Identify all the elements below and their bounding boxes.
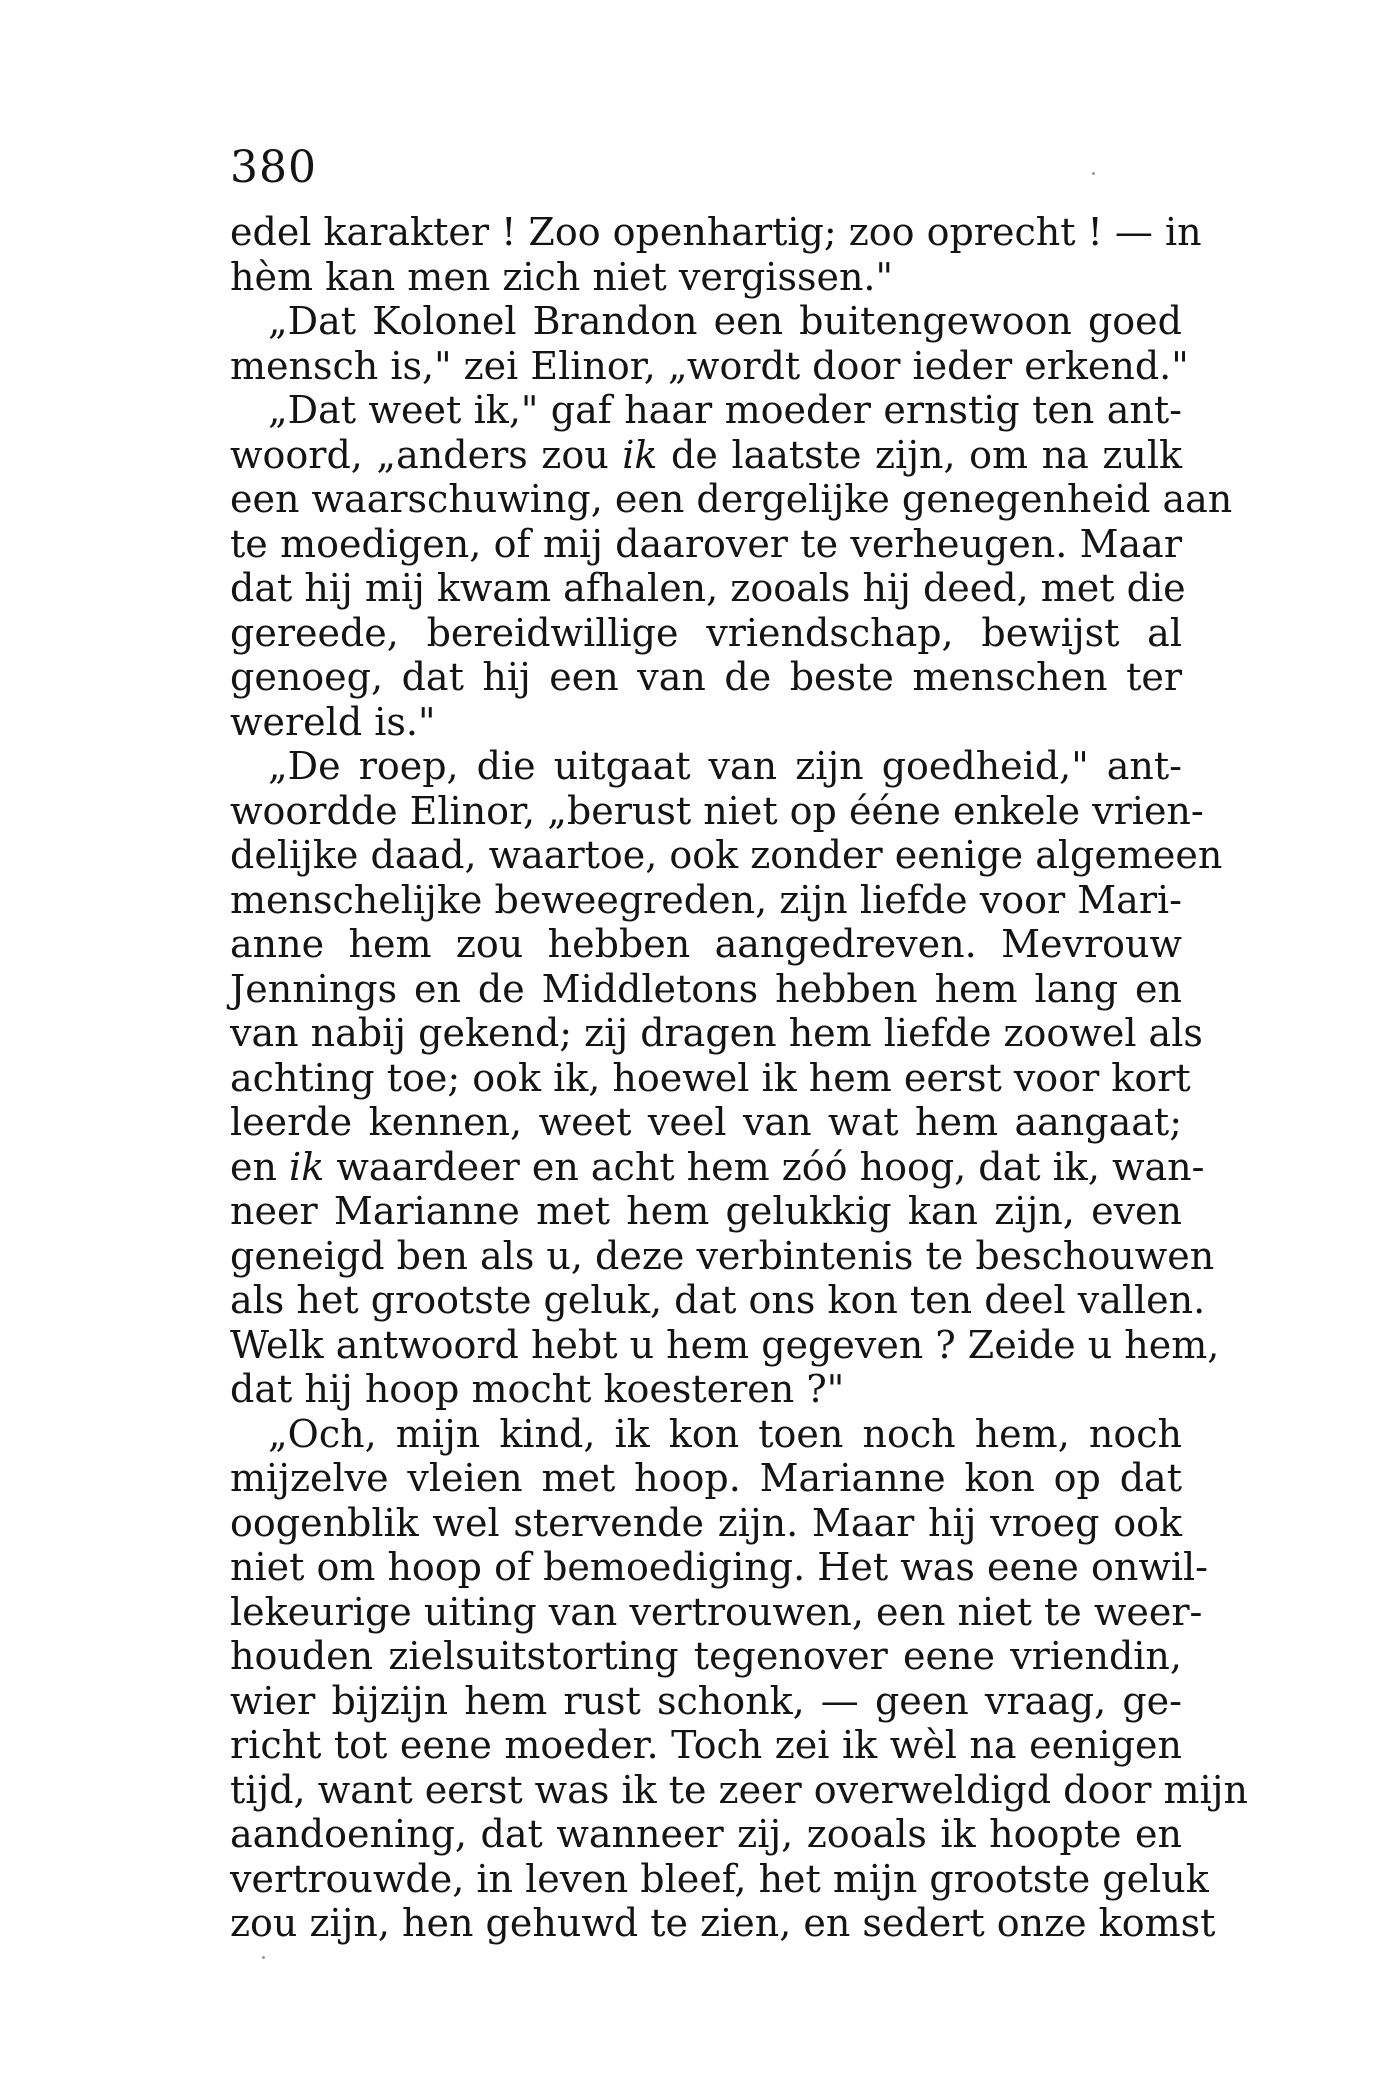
text-line: woordde Elinor, „berust niet op ééne enkele vrien- bbox=[230, 788, 1204, 833]
body-text bbox=[230, 210, 1248, 1946]
text-line: anne hem zou hebben aangedreven. Mevrouw bbox=[230, 922, 1182, 966]
text-line: „Dat weet ik," gaf haar moeder ernstig ten ant- bbox=[268, 388, 1182, 432]
text-line: aandoening, dat wanneer zij, zooals ik hoopte en bbox=[230, 1812, 1182, 1856]
text-line: achting toe; ook ik, hoewel ik hem eerst voor kort bbox=[230, 1055, 1191, 1100]
scan-speck bbox=[262, 1956, 265, 1959]
text-line: „De roep, die uitgaat van zijn goedheid," ant- bbox=[268, 744, 1182, 788]
italic-segment: ik bbox=[622, 432, 658, 477]
text-line bbox=[230, 1144, 1205, 1190]
text-line: Welk antwoord hebt u hem gegeven ? Zeide u hem, bbox=[230, 1322, 1220, 1367]
text-line: vertrouwde, in leven bleef, het mijn grootste geluk bbox=[230, 1856, 1209, 1901]
text-line: als het grootste geluk, dat ons kon ten deel vallen. bbox=[230, 1278, 1206, 1322]
text-line: van nabij gekend; zij dragen hem liefde zoowel als bbox=[230, 1011, 1203, 1055]
text-segment: en bbox=[230, 1144, 290, 1189]
text-line: geneigd ben als u, deze verbintenis te beschouwen bbox=[230, 1233, 1215, 1278]
text-line: zou zijn, hen gehuwd te zien, en sedert onze komst bbox=[230, 1901, 1216, 1945]
text-line: dat hij hoop mocht koesteren ?" bbox=[230, 1367, 845, 1411]
text-line: wereld is." bbox=[230, 699, 436, 744]
text-line: gereede, bereidwillige vriendschap, bewijst al bbox=[230, 610, 1182, 655]
text-line: menschelijke beweegreden, zijn liefde voor Mari- bbox=[230, 877, 1182, 922]
text-line: oogenblik wel stervende zijn. Maar hij vroeg ook bbox=[230, 1500, 1182, 1545]
text-line: edel karakter ! Zoo openhartig; zoo oprecht ! — in bbox=[230, 210, 1202, 254]
text-line: mijzelve vleien met hoop. Marianne kon op dat bbox=[230, 1456, 1182, 1500]
text-segment: de laatste zijn, om na zulk bbox=[657, 432, 1182, 477]
text-line: „Dat Kolonel Brandon een buitengewoon goed bbox=[268, 299, 1182, 343]
text-line bbox=[230, 433, 1182, 478]
text-line: „Och, mijn kind, ik kon toen noch hem, noch bbox=[268, 1411, 1182, 1456]
text-line: hèm kan men zich niet vergissen." bbox=[230, 254, 893, 299]
text-line: niet om hoop of bemoediging. Het was eene onwil- bbox=[230, 1545, 1209, 1589]
text-line: dat hij mij kwam afhalen, zooals hij deed, met die bbox=[230, 566, 1186, 610]
text-line: richt tot eene moeder. Toch zei ik wèl na eenigen bbox=[230, 1723, 1182, 1767]
scan-speck bbox=[1092, 172, 1095, 175]
text-line: houden zielsuitstorting tegenover eene vriendin, bbox=[230, 1634, 1182, 1678]
text-line: lekeurige uiting van vertrouwen, een niet te weer- bbox=[230, 1589, 1203, 1634]
text-line: een waarschuwing, een dergelijke genegenheid aan bbox=[230, 477, 1233, 521]
italic-segment: ik bbox=[289, 1144, 325, 1189]
text-line: genoeg, dat hij een van de beste menschen ter bbox=[230, 655, 1182, 699]
text-line: te moedigen, of mij daarover te verheugen. Maar bbox=[230, 521, 1182, 566]
text-segment: waardeer en acht hem zóó hoog, dat ik, wan- bbox=[324, 1144, 1205, 1189]
page-number: 380 bbox=[230, 142, 317, 193]
text-line: Jennings en de Middletons hebben hem lang en bbox=[230, 966, 1182, 1011]
text-line: mensch is," zei Elinor, „wordt door ieder erkend." bbox=[230, 343, 1189, 388]
text-line: leerde kennen, weet veel van wat hem aangaat; bbox=[230, 1100, 1182, 1144]
text-line: wier bijzijn hem rust schonk, — geen vraag, ge- bbox=[230, 1678, 1182, 1723]
text-line: delijke daad, waartoe, ook zonder eenige algemeen bbox=[230, 833, 1223, 877]
text-line: neer Marianne met hem gelukkig kan zijn, even bbox=[230, 1189, 1182, 1233]
text-line: tijd, want eerst was ik te zeer overweldigd door mijn bbox=[230, 1767, 1248, 1812]
text-segment: woord, „anders zou bbox=[230, 432, 623, 477]
